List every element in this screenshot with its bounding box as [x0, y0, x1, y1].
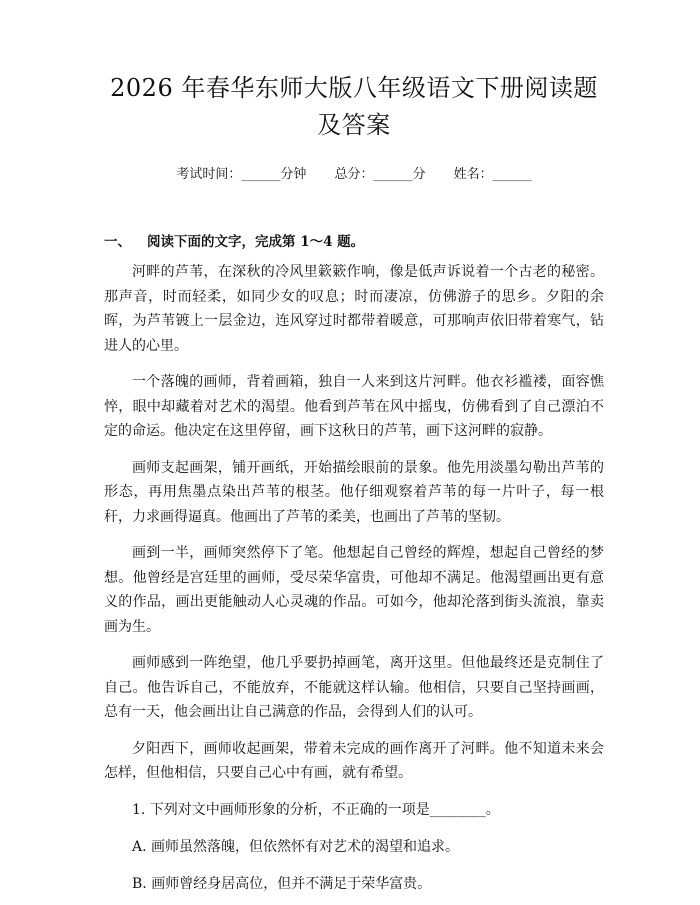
- passage-paragraph-3: 画师支起画架，铺开画纸，开始描绘眼前的景象。他先用淡墨勾勒出芦苇的形态，再用焦墨点染出芦苇的根茎。他仔细观察着芦苇的每一片叶子，每一根秆，力求画得逼真。他画出了芦苇的柔美，也画出了芦苇的坚韧。: [104, 459, 604, 525]
- passage-paragraph-1: 河畔的芦苇，在深秋的冷风里簌簌作响，像是低声诉说着一个古老的秘密。那声音，时而轻柔，如同少女的叹息；时而凄凉，仿佛游子的思乡。夕阳的余晖，为芦苇镀上一层金边，连风穿过时都带着暖意，可那响声依旧带着寒气，钻进人的心里。: [104, 264, 604, 354]
- student-name-field: 姓名：______: [453, 167, 532, 182]
- passage-paragraph-6: 夕阳西下，画师收起画架，带着未完成的画作离开了河畔。他不知道未来会怎样，但他相信，只要自己心中有画，就有希望。: [104, 740, 604, 781]
- question-1-option-a: A. 画师虽然落魄，但依然怀有对艺术的渴望和追求。: [132, 838, 460, 855]
- question-1-option-b: B. 画师曾经身居高位，但并不满足于荣华富贵。: [132, 875, 432, 892]
- section-instruction: 阅读下面的文字，完成第 1～4 题。: [147, 234, 365, 250]
- passage-paragraph-4: 画到一半，画师突然停下了笔。他想起自己曾经的辉煌，想起自己曾经的梦想。他曾经是宫廷里的画师，受尽荣华富贵，可他却不满足。他渴望画出更有意义的作品，画出更能触动人心灵魂的作品。可如今，他却沦落到街头流浪，靠卖画为生。: [104, 545, 604, 635]
- title-line-1: 2026 年春华东师大版八年级语文下册阅读题: [110, 74, 598, 102]
- exam-info: [104, 163, 604, 182]
- title-line-2: 及答案: [317, 111, 391, 139]
- exam-time-field: 考试时间：______分钟: [176, 167, 307, 182]
- question-1: 1. 下列对文中画师形象的分析，不正确的一项是________。: [132, 801, 500, 818]
- passage-paragraph-5: 画师感到一阵绝望，他几乎要扔掉画笔，离开这里。但他最终还是克制住了自己。他告诉自己，不能放弃，不能就这样认输。他相信，只要自己坚持画画，总有一天，他会画出让自己满意的作品，会得到人们的认可。: [104, 655, 604, 720]
- total-score-field: 总分：______分: [334, 167, 426, 182]
- section-heading: [104, 230, 604, 250]
- document-title: [104, 70, 604, 144]
- passage-paragraph-2: 一个落魄的画师，背着画箱，独自一人来到这片河畔。他衣衫褴褛，面容憔悴，眼中却藏着对艺术的渴望。他看到芦苇在风中摇曳，仿佛看到了自己漂泊不定的命运。他决定在这里停留，画下这秋日的芦苇，画下这河畔的寂静。: [104, 374, 604, 439]
- section-number: 一、: [104, 234, 131, 250]
